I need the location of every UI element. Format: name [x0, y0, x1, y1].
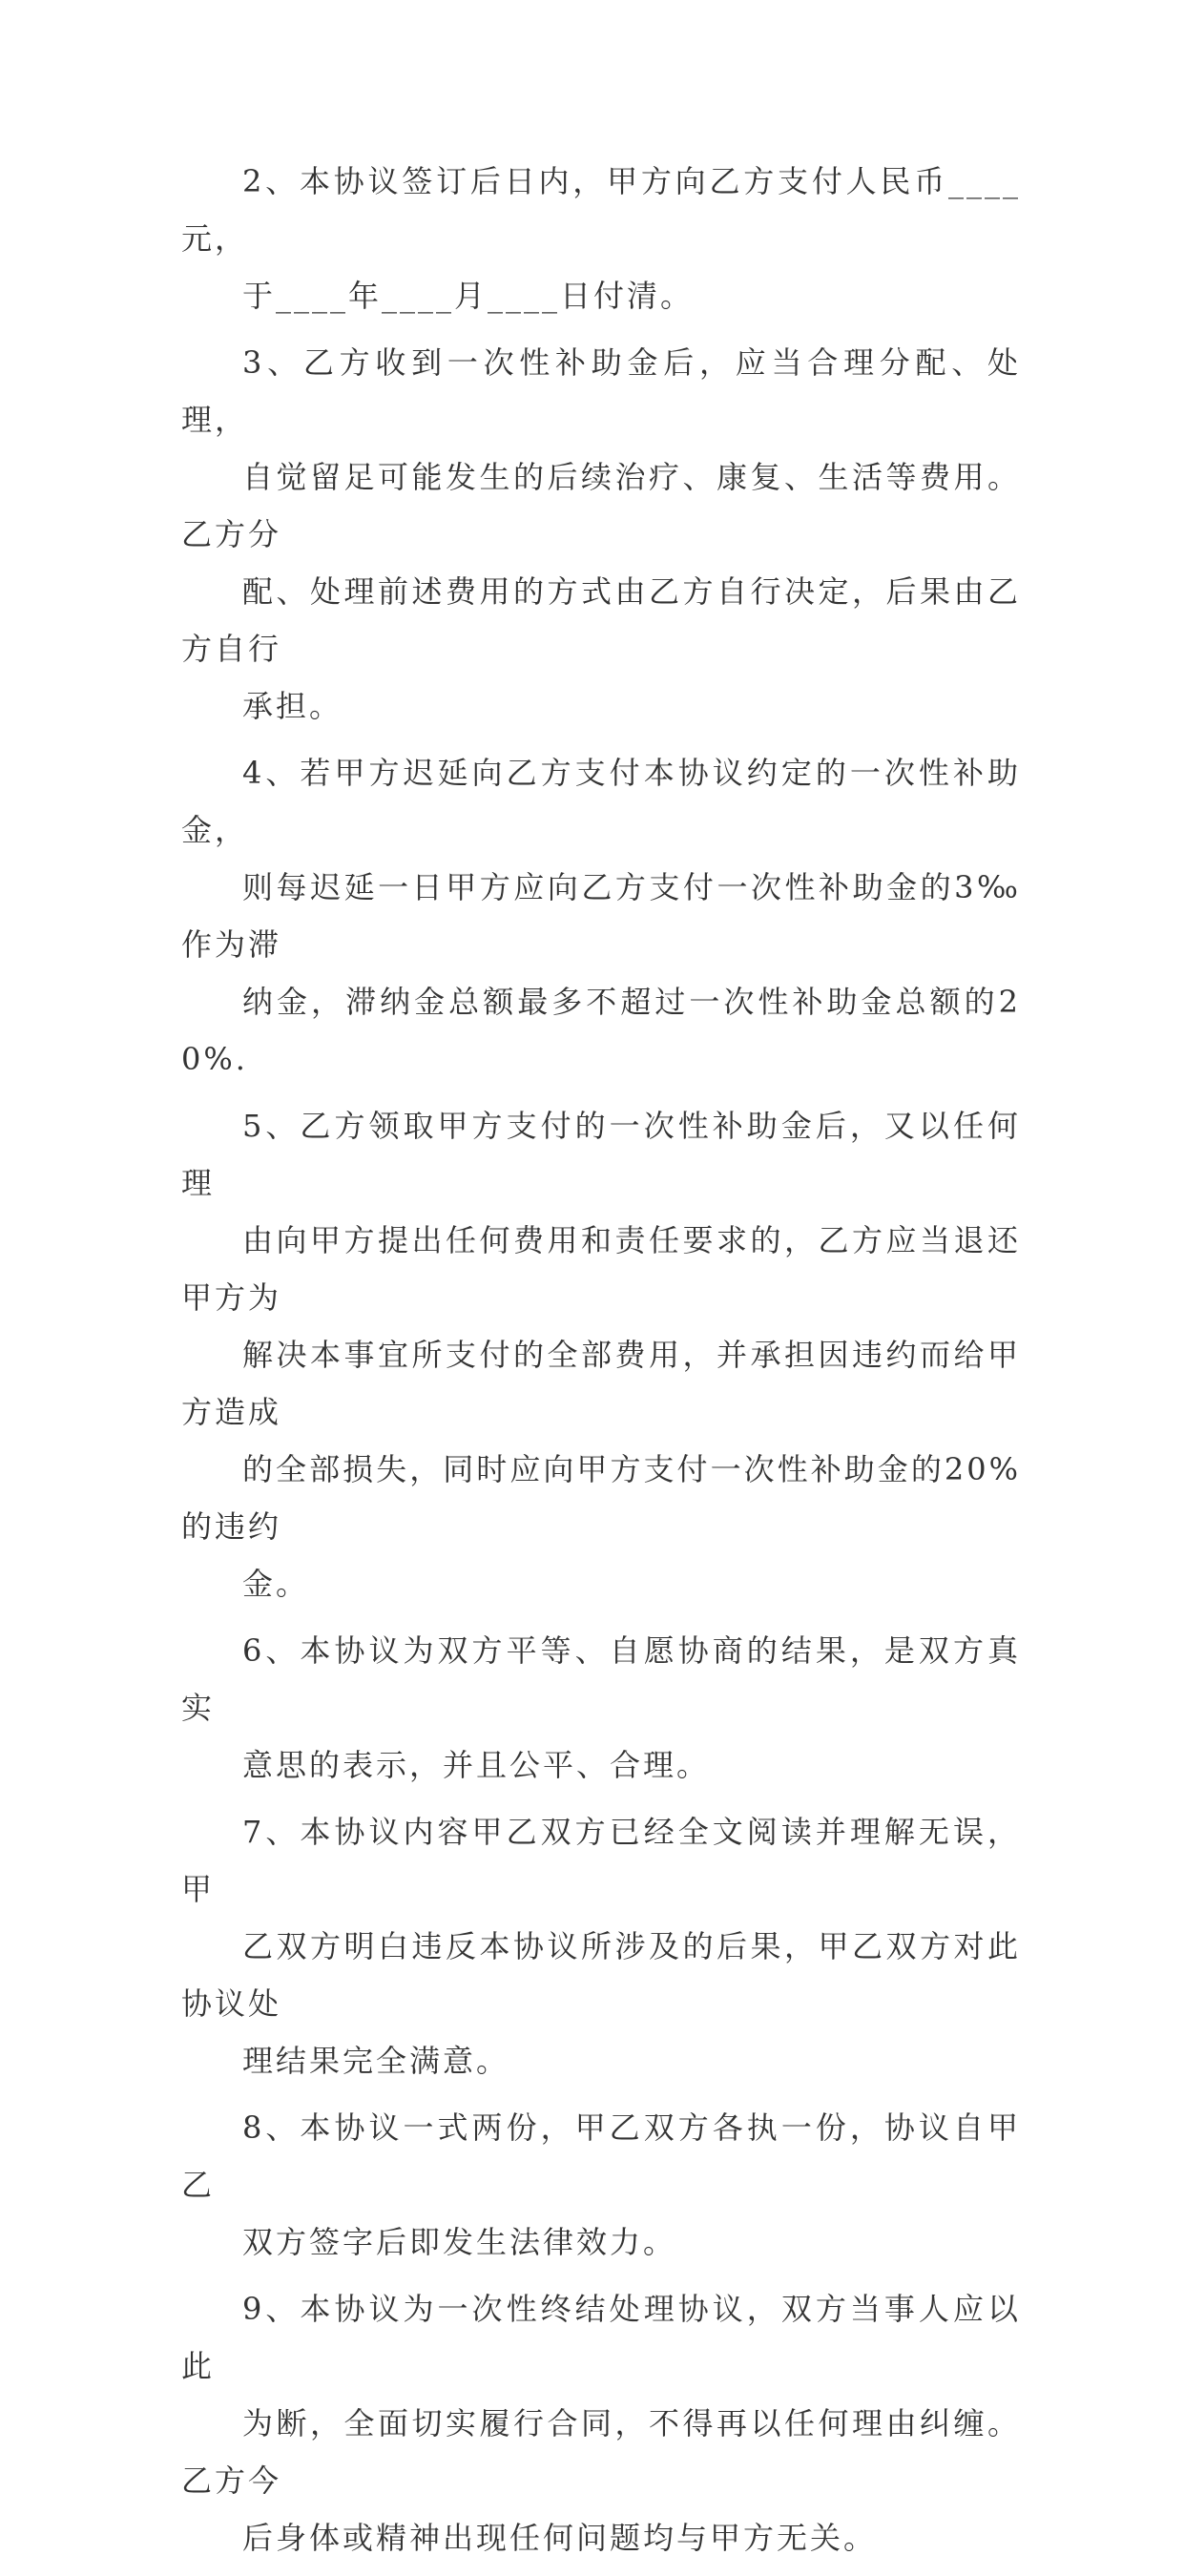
text-line: 6、本协议为双方平等、自愿协商的结果，是双方真实 [181, 1632, 1021, 1726]
clause-8-paragraph [181, 2099, 1021, 2271]
clause-4-paragraph [181, 744, 1021, 1088]
text-line: 后身体或精神出现任何问题均与甲方无关。 [242, 2520, 878, 2556]
text-line: 3、乙方收到一次性补助金后，应当合理分配、处理， [181, 344, 1021, 438]
text-line: 双方签字后即发生法律效力。 [242, 2224, 677, 2260]
clause-6-paragraph [181, 1622, 1021, 1794]
text-line: 理结果完全满意。 [242, 2043, 510, 2079]
text-line: 由向甲方提出任何费用和责任要求的，乙方应当退还甲方为 [181, 1222, 1021, 1316]
text-line: 7、本协议内容甲乙双方已经全文阅读并理解无误，甲 [181, 1814, 1021, 1907]
clause-3-paragraph [181, 334, 1021, 735]
clause-2-paragraph [181, 153, 1021, 324]
clause-9-paragraph [181, 2280, 1021, 2566]
text-line: 5、乙方领取甲方支付的一次性补助金后，又以任何理 [181, 1108, 1021, 1201]
clause-7-paragraph [181, 1803, 1021, 2089]
text-line: 9、本协议为一次性终结处理协议，双方当事人应以此 [181, 2291, 1021, 2384]
text-line: 8、本协议一式两份，甲乙双方各执一份，协议自甲乙 [181, 2109, 1021, 2203]
document-page [181, 153, 1021, 2576]
text-line: 意思的表示，并且公平、合理。 [242, 1747, 711, 1783]
text-line: 解决本事宜所支付的全部费用，并承担因违约而给甲方造成 [181, 1337, 1021, 1430]
text-line: 金。 [242, 1566, 310, 1602]
clause-5-paragraph [181, 1097, 1021, 1612]
text-line: 2、本协议签订后日内，甲方向乙方支付人民币____元， [181, 163, 1021, 257]
text-line: 承担。 [242, 688, 343, 724]
text-line: 配、处理前述费用的方式由乙方自行决定，后果由乙方自行 [181, 573, 1021, 667]
text-line: 为断，全面切实履行合同，不得再以任何理由纠缠。乙方今 [181, 2405, 1021, 2499]
text-line: 的全部损失，同时应向甲方支付一次性补助金的20%的违约 [181, 1451, 1021, 1545]
text-line: 自觉留足可能发生的后续治疗、康复、生活等费用。乙方分 [181, 459, 1021, 552]
text-line: 乙双方明白违反本协议所涉及的后果，甲乙双方对此协议处 [181, 1928, 1021, 2022]
text-line: 纳金，滞纳金总额最多不超过一次性补助金总额的20%. [181, 984, 1021, 1077]
text-line: 4、若甲方迟延向乙方支付本协议约定的一次性补助金， [181, 755, 1021, 848]
text-line: 则每迟延一日甲方应向乙方支付一次性补助金的3‰作为滞 [181, 869, 1021, 963]
text-line: 于____年____月____日付清。 [242, 278, 695, 314]
